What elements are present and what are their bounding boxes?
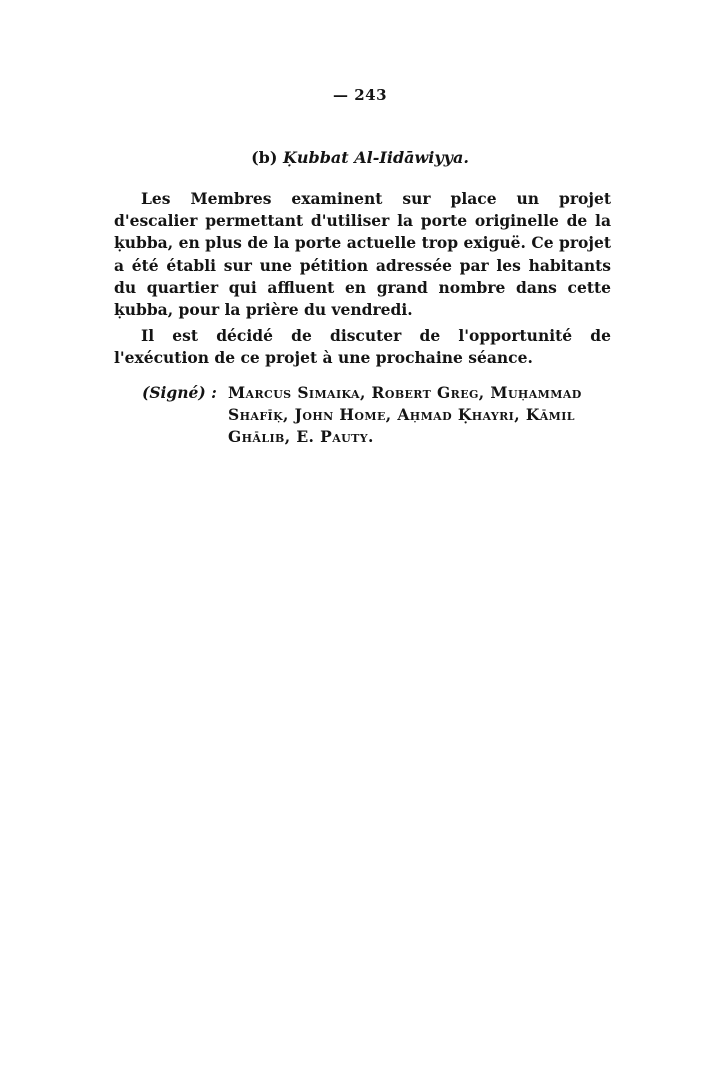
signature-names: Marcus Simaika, Robert Greg, Muḥammad Shafīḳ, John Home, Aḥmad Ḳhayri, Kāmil Ghālib, E. Pauty.: [228, 383, 582, 447]
page-number: — 243: [332, 86, 388, 104]
section-heading-prefix: (b): [251, 148, 278, 167]
body-text: [114, 188, 611, 370]
section-heading-title: Ḳubbat Al-Iidāwiyya.: [283, 148, 469, 167]
signature-label: (Signé) :: [142, 383, 217, 402]
paragraph-project-description: Les Membres examinent sur place un projet d'escalier permettant d'utiliser la porte originelle de la ḳubba, en plus de la porte actuelle trop exiguë. Ce projet a été établi sur une pétition adressée par les habitants du quartier qui affluent en grand nombre dans cette ḳubba, pour la prière du vendredi.: [114, 189, 611, 320]
paragraph-decision: Il est décidé de discuter de l'opportunité de l'exécution de ce projet à une prochaine séance.: [114, 326, 611, 368]
section-heading: [0, 148, 720, 167]
